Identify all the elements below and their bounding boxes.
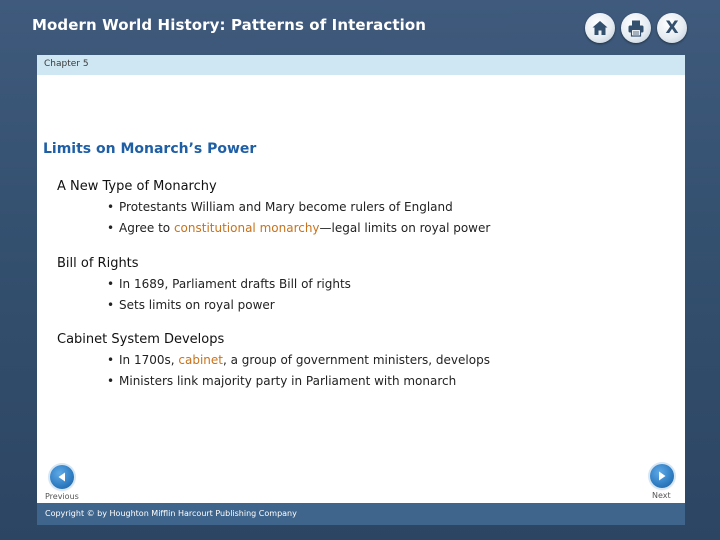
- next-button[interactable]: [650, 464, 674, 488]
- section-heading: A New Type of Monarchy: [57, 179, 217, 194]
- list-item: • Sets limits on royal power: [57, 295, 351, 316]
- section-heading: Cabinet System Develops: [57, 332, 225, 347]
- home-icon: [591, 19, 609, 37]
- slide-content: [37, 75, 685, 503]
- print-icon: [627, 19, 645, 37]
- highlighted-term: cabinet: [178, 353, 223, 367]
- section-new-type-of-monarchy: [57, 177, 490, 239]
- section-cabinet-system: [57, 330, 490, 392]
- highlighted-term: constitutional monarchy: [173, 221, 320, 235]
- slide-title: Limits on Monarch’s Power: [43, 141, 257, 157]
- previous-label[interactable]: Previous: [45, 492, 79, 501]
- chapter-label: Chapter 5: [44, 59, 89, 69]
- section-bill-of-rights: [57, 254, 351, 316]
- list-item: • In 1689, Parliament drafts Bill of rights: [57, 274, 351, 295]
- list-item: • Agree to constitutional monarchy—legal limits on royal power: [57, 218, 490, 239]
- chapter-bar: [37, 55, 685, 75]
- bullet-list: [57, 197, 490, 239]
- bullet-list: [57, 350, 490, 392]
- arrow-left-icon: [56, 471, 68, 483]
- arrow-right-icon: [656, 470, 668, 482]
- section-heading: Bill of Rights: [57, 256, 139, 271]
- footer-bar: [37, 503, 685, 525]
- list-item: • In 1700s, cabinet, a group of government ministers, develops: [57, 350, 490, 371]
- close-icon: X: [665, 17, 679, 38]
- app-title: Modern World History: Patterns of Interaction: [32, 16, 427, 34]
- list-item: • Protestants William and Mary become rulers of England: [57, 197, 490, 218]
- copyright-text: Copyright © by Houghton Mifflin Harcourt Publishing Company: [45, 509, 297, 518]
- next-label[interactable]: Next: [652, 491, 671, 500]
- list-item: • Ministers link majority party in Parliament with monarch: [57, 371, 490, 392]
- home-button[interactable]: [585, 13, 615, 43]
- close-button[interactable]: [657, 13, 687, 43]
- bullet-list: [57, 274, 351, 316]
- print-button[interactable]: [621, 13, 651, 43]
- previous-button[interactable]: [50, 465, 74, 489]
